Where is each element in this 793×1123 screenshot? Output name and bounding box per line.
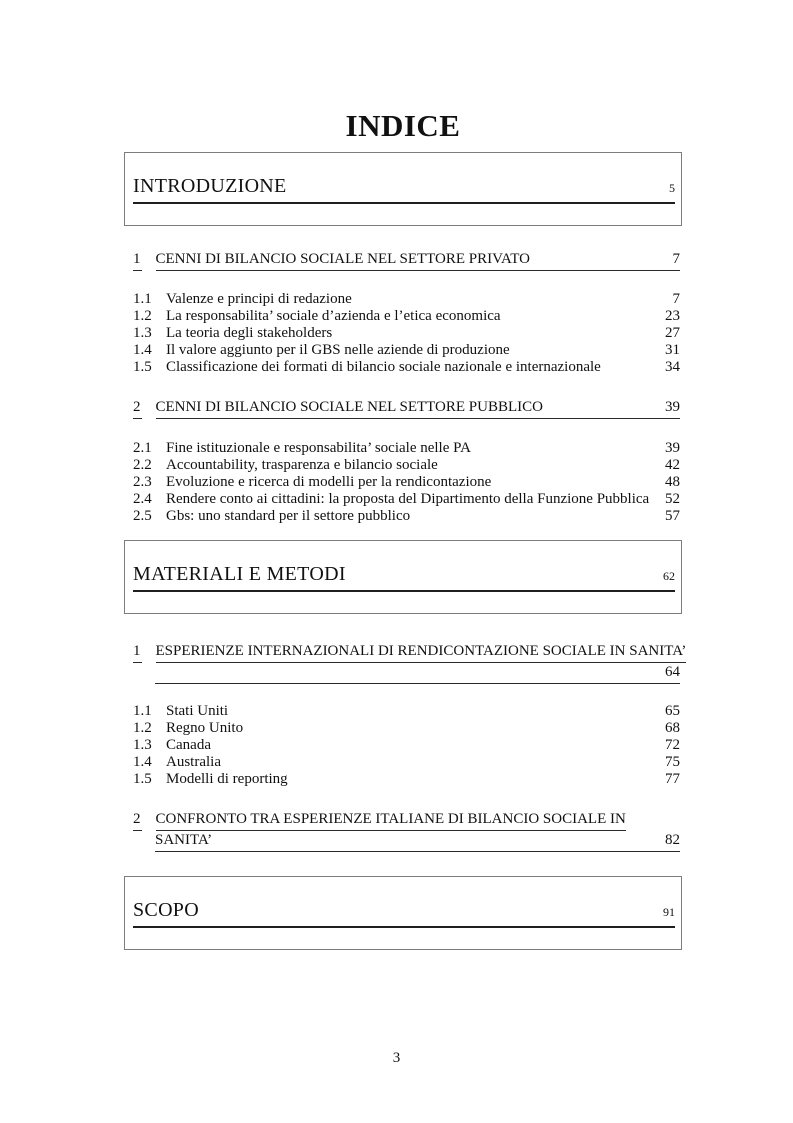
subsection-number: 1.4: [133, 342, 152, 358]
chapter-heading-row: [156, 398, 681, 419]
chapter-page-number: 7: [672, 251, 680, 267]
chapter-heading-row: [156, 250, 681, 271]
toc-entry-subsection: [133, 491, 680, 508]
subsection-number: 2.5: [133, 508, 152, 524]
toc-entry-subsection: [133, 720, 680, 737]
toc-entry-chapter-privato: [133, 250, 680, 271]
subsection-number: 2.4: [133, 491, 152, 507]
subsection-list-esperienze: [133, 703, 680, 788]
subsection-page-number: 34: [665, 359, 680, 375]
chapter-title: CENNI DI BILANCIO SOCIALE NEL SETTORE PUBBLICO: [155, 399, 543, 415]
chapter-number: 1: [133, 250, 142, 271]
toc-entry-subsection: [133, 508, 680, 525]
chapter-heading-line1: [133, 810, 680, 831]
subsection-title: Classificazione dei formati di bilancio sociale nazionale e internazionale: [166, 359, 601, 375]
entry-page-number: 91: [663, 905, 675, 919]
subsection-title: Fine istituzionale e responsabilita’ sociale nelle PA: [166, 440, 471, 456]
materiali-box: [124, 540, 682, 614]
toc-entry-subsection: [133, 325, 680, 342]
subsection-number: 1.1: [133, 703, 152, 719]
subsection-title: Accountability, trasparenza e bilancio sociale: [166, 457, 438, 473]
subsection-number: 1.3: [133, 325, 152, 341]
subsection-title: Canada: [166, 737, 211, 753]
scopo-box: [124, 876, 682, 950]
entry-label: INTRODUZIONE: [133, 175, 287, 197]
footer-page-number: 3: [392, 1050, 401, 1066]
chapter-page-number: 64: [665, 664, 680, 680]
chapter-number: 2: [133, 398, 142, 419]
toc-entry-subsection: [133, 308, 680, 325]
subsection-title: Il valore aggiunto per il GBS nelle aziende di produzione: [166, 342, 510, 358]
subsection-title: Evoluzione e ricerca di modelli per la rendicontazione: [166, 474, 492, 490]
toc-entry-subsection: [133, 359, 680, 376]
subsection-number: 1.5: [133, 771, 152, 787]
subsection-page-number: 27: [665, 325, 680, 341]
subsection-title: Rendere conto ai cittadini: la proposta del Dipartimento della Funzione Pubblica: [166, 491, 650, 507]
subsection-number: 1.5: [133, 359, 152, 375]
toc-entry-materiali: [133, 562, 675, 592]
subsection-number: 1.2: [133, 720, 152, 736]
subsection-title: Modelli di reporting: [166, 771, 288, 787]
subsection-list-privato: [133, 291, 680, 376]
toc-entry-subsection: [133, 771, 680, 788]
subsection-page-number: 68: [665, 720, 680, 736]
subsection-title: Valenze e principi di redazione: [166, 291, 352, 307]
subsection-title: Australia: [166, 754, 221, 770]
subsection-title: La responsabilita’ sociale d’azienda e l’etica economica: [166, 308, 501, 324]
entry-page-number: 5: [669, 181, 675, 195]
subsection-number: 1.1: [133, 291, 152, 307]
toc-entry-chapter-pubblico: [133, 398, 680, 419]
chapter-page-number: 82: [665, 832, 680, 848]
subsection-page-number: 31: [665, 342, 680, 358]
chapter-title: CENNI DI BILANCIO SOCIALE NEL SETTORE PRIVATO: [155, 251, 530, 267]
toc-entry-chapter-esperienze: [133, 642, 687, 684]
toc-entry-subsection: [133, 474, 680, 491]
subsection-number: 2.2: [133, 457, 152, 473]
toc-entry-subsection: [133, 703, 680, 720]
entry-page-number: 62: [663, 569, 675, 583]
subsection-number: 1.4: [133, 754, 152, 770]
toc-content: [124, 0, 687, 950]
subsection-page-number: 57: [665, 508, 680, 524]
chapter-heading-line2: [155, 663, 680, 684]
chapter-number: 2: [133, 810, 142, 831]
subsection-page-number: 42: [665, 457, 680, 473]
subsection-page-number: 77: [665, 771, 680, 787]
subsection-page-number: 72: [665, 737, 680, 753]
subsection-title: La teoria degli stakeholders: [166, 325, 333, 341]
toc-entry-introduzione: [133, 174, 675, 204]
chapter-heading-line2: [155, 831, 680, 852]
subsection-page-number: 39: [665, 440, 680, 456]
subsection-number: 2.1: [133, 440, 152, 456]
toc-entry-chapter-confronto: [133, 810, 680, 852]
entry-label: MATERIALI E METODI: [133, 563, 346, 585]
subsection-page-number: 7: [672, 291, 680, 307]
subsection-number: 1.3: [133, 737, 152, 753]
chapter-page-number: 39: [665, 399, 680, 415]
page-title: INDICE: [345, 108, 461, 143]
toc-entry-subsection: [133, 457, 680, 474]
chapter-title: ESPERIENZE INTERNAZIONALI DI RENDICONTAZIONE SOCIALE IN SANITA’: [156, 642, 687, 663]
subsection-number: 2.3: [133, 474, 152, 490]
subsection-list-pubblico: [133, 440, 680, 525]
toc-entry-subsection: [133, 754, 680, 771]
subsection-title: Gbs: uno standard per il settore pubblico: [166, 508, 411, 524]
subsection-page-number: 48: [665, 474, 680, 490]
toc-entry-subsection: [133, 342, 680, 359]
chapter-title-continuation: SANITA’: [155, 832, 213, 848]
subsection-page-number: 52: [665, 491, 680, 507]
toc-entry-subsection: [133, 737, 680, 754]
entry-label: SCOPO: [133, 899, 199, 921]
subsection-page-number: 75: [665, 754, 680, 770]
subsection-number: 1.2: [133, 308, 152, 324]
subsection-title: Stati Uniti: [166, 703, 229, 719]
chapter-title: CONFRONTO TRA ESPERIENZE ITALIANE DI BILANCIO SOCIALE IN: [156, 810, 626, 831]
subsection-title: Regno Unito: [166, 720, 244, 736]
subsection-page-number: 23: [665, 308, 680, 324]
toc-entry-subsection: [133, 440, 680, 457]
chapter-number: 1: [133, 642, 142, 663]
toc-entry-scopo: [133, 898, 675, 928]
introduzione-box: [124, 152, 682, 226]
subsection-page-number: 65: [665, 703, 680, 719]
chapter-heading-line1: [133, 642, 687, 663]
toc-entry-subsection: [133, 291, 680, 308]
